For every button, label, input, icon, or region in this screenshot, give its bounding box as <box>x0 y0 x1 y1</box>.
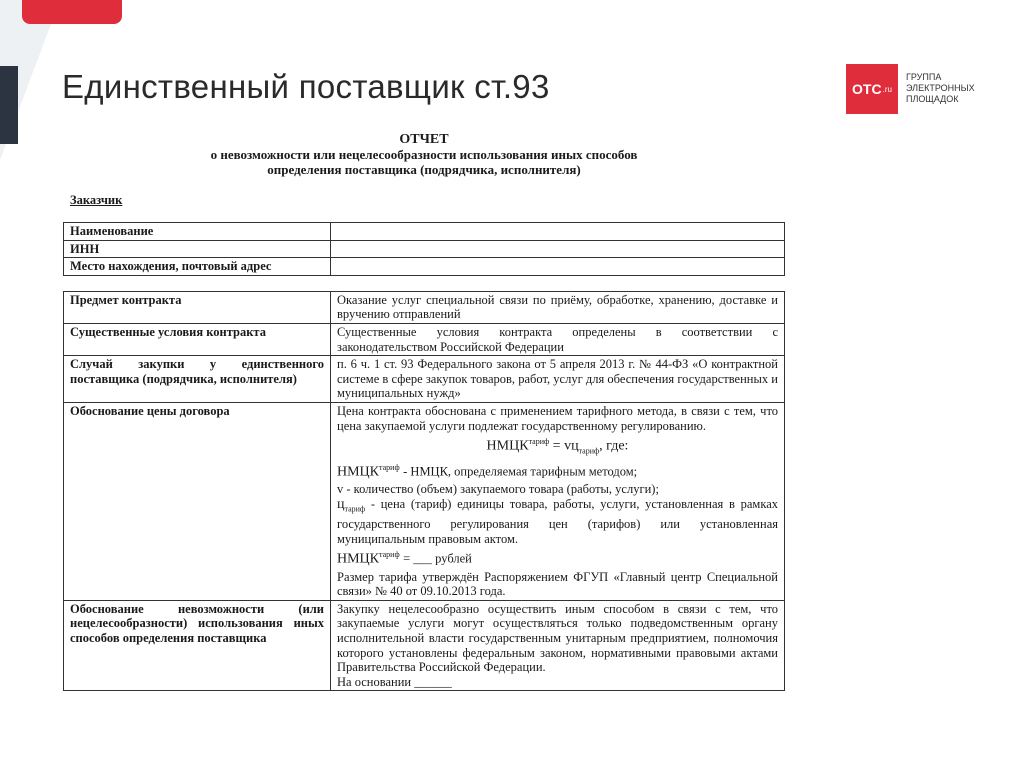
price-formula <box>337 435 778 459</box>
formula-nmck: НМЦК <box>337 551 380 567</box>
top-accent-tab <box>22 0 122 24</box>
result-text: = ___ рублей <box>403 551 472 566</box>
report-header <box>62 132 786 177</box>
customer-section-label: Заказчик <box>70 193 123 207</box>
ots-logo-icon <box>846 64 898 114</box>
definition-text: - НМЦК, определяемая тарифным методом; <box>403 464 638 479</box>
price-justification <box>331 402 785 600</box>
logo-caption-line: ГРУППА <box>906 72 942 82</box>
table-row <box>64 402 785 600</box>
row-label: Обоснование невозможности (или нецелесообразности) использования иных способов определения поставщика <box>64 600 331 691</box>
table-row <box>64 323 785 355</box>
price-symbol: ц <box>337 497 345 513</box>
definition-text: - цена (тариф) единицы товара, работы, услуги, установленная в рамках государственного регулирования цен (тарифов) или установленная муниципальным правовым актом. <box>337 497 779 546</box>
definition-price <box>337 497 778 546</box>
logo-caption-line: ПЛОЩАДОК <box>906 94 959 104</box>
formula-sup: тариф <box>379 550 400 560</box>
formula-sup: тариф <box>379 463 400 473</box>
row-value <box>331 258 785 276</box>
row-label: Обоснование цены договора <box>64 402 331 600</box>
definition-nmck <box>337 461 778 480</box>
contract-table <box>63 291 785 692</box>
customer-table <box>63 222 785 276</box>
row-label: Наименование <box>64 223 331 241</box>
row-value: п. 6 ч. 1 ст. 93 Федерального закона от 5 апреля 2013 г. № 44-ФЗ «О контрактной системе в сфере закупок товаров, работ, услуг для обеспечения государственных и муниципальных нужд» <box>331 356 785 403</box>
formula-eq: = vц <box>552 438 579 454</box>
formula-sub: тариф <box>344 504 366 514</box>
row-label: Предмет контракта <box>64 291 331 323</box>
table-row <box>64 223 785 241</box>
basis-line: На основании ______ <box>337 674 452 689</box>
logo-caption <box>906 72 975 105</box>
slide-title: Единственный поставщик ст.93 <box>62 68 550 105</box>
formula-sub: тариф <box>578 446 600 456</box>
table-row <box>64 356 785 403</box>
side-accent-bar <box>0 66 18 144</box>
row-label: Случай закупки у единственного поставщика (подрядчика, исполнителя) <box>64 356 331 403</box>
table-row <box>64 600 785 691</box>
table-row <box>64 240 785 258</box>
report-document <box>62 132 786 691</box>
table-row <box>64 291 785 323</box>
row-label: Существенные условия контракта <box>64 323 331 355</box>
impossibility-justification <box>331 600 785 691</box>
row-value <box>331 240 785 258</box>
formula-result <box>337 548 778 567</box>
row-value: Существенные условия контракта определены в соответствии с законодательством Российской Федерации <box>331 323 785 355</box>
report-title: ОТЧЕТ <box>399 132 449 147</box>
logo-mark: ОТС <box>852 81 882 97</box>
logo-mark-suffix: .ru <box>882 84 892 94</box>
formula-where: , где: <box>599 438 629 454</box>
formula-nmck: НМЦК <box>486 438 529 454</box>
logo-caption-line: ЭЛЕКТРОННЫХ <box>906 83 975 93</box>
row-label: ИНН <box>64 240 331 258</box>
tariff-source: Размер тарифа утверждён Распоряжением ФГУП «Главный центр Специальной связи» № 40 от 09.10.2013 года. <box>337 569 778 599</box>
report-subtitle: о невозможности или нецелесообразности использования иных способов <box>210 147 638 162</box>
definition-v: v - количество (объем) закупаемого товара (работы, услуги); <box>337 482 659 497</box>
table-row <box>64 258 785 276</box>
row-label: Место нахождения, почтовый адрес <box>64 258 331 276</box>
row-value: Оказание услуг специальной связи по приёму, обработке, хранению, доставке и вручению отправлений <box>331 291 785 323</box>
formula-nmck: НМЦК <box>337 464 380 480</box>
report-subtitle: определения поставщика (подрядчика, исполнителя) <box>267 162 581 177</box>
price-intro: Цена контракта обоснована с применением тарифного метода, в связи с тем, что цена закупаемой услуги подлежат государственному регулированию. <box>337 403 778 433</box>
formula-sup: тариф <box>528 437 550 447</box>
row-value: Закупку нецелесообразно осуществить иным способом в связи с тем, что закупаемые услуги могут осуществляться только подведомственным органу исполнительной власти государственным унитарным предприятием, полномочия которого установлены федеральным законом, нормативными правовыми актами Правительства Российской Федерации. <box>337 601 778 675</box>
row-value <box>331 223 785 241</box>
